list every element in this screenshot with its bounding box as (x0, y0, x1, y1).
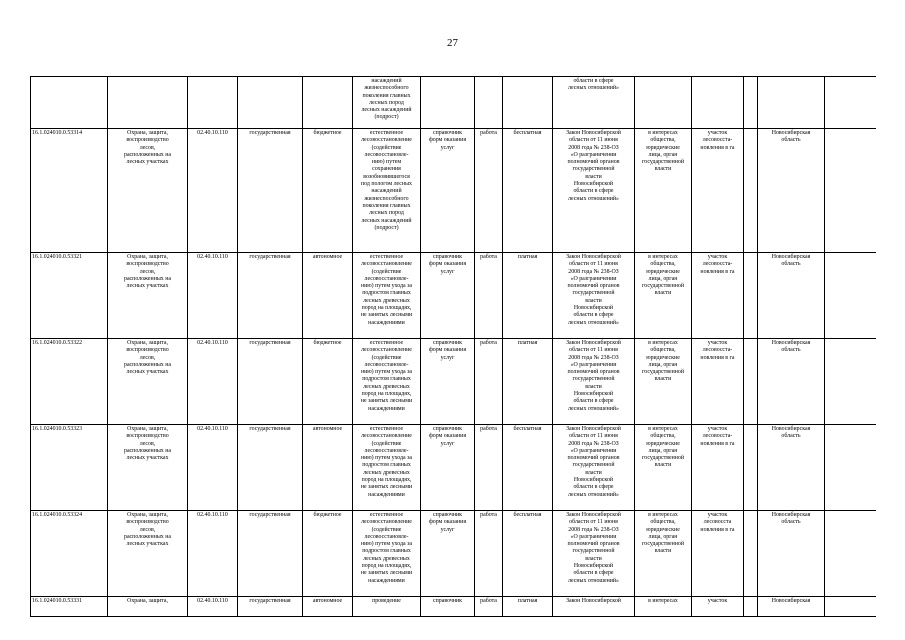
cell-legal-basis (553, 77, 635, 129)
table-row (31, 425, 877, 511)
cell-work-content (353, 129, 421, 253)
cell-service-name (108, 129, 188, 253)
cell-region-text: Новосибирская область (771, 426, 811, 440)
cell-okved-code (188, 129, 238, 253)
cell-volume-indicator (692, 597, 744, 617)
cell-consumer-category (635, 339, 692, 425)
cell-institution-type (303, 129, 353, 253)
cell-service-name (108, 339, 188, 425)
cell-payment-type (503, 511, 553, 597)
table-row (31, 77, 877, 129)
cell-service-name (108, 511, 188, 597)
cell-empty (825, 597, 877, 617)
cell-empty (825, 425, 877, 511)
cell-ownership-text: государственная (249, 340, 291, 346)
cell-work-content-text: насаждений жизнеспособного поколения главных лесных пород лесных насаждений (подрост) (361, 78, 412, 121)
cell-service-name (108, 425, 188, 511)
table-row (31, 597, 877, 617)
cell-institution-type-text: бюджетное (313, 340, 342, 346)
cell-okved-code-text: 02.40.10.110 (197, 426, 228, 432)
cell-region (758, 77, 825, 129)
cell-service-name-text: Охрана, защита, воспроизводство лесов, расположенных на лесных участках (124, 512, 171, 548)
cell-consumer-category (635, 597, 692, 617)
cell-okved-code-text: 02.40.10.110 (197, 254, 228, 260)
cell-empty (744, 339, 758, 425)
cell-service-name (108, 597, 188, 617)
cell-consumer-category (635, 511, 692, 597)
cell-service-code (31, 597, 108, 617)
cell-work-content (353, 339, 421, 425)
cell-legal-basis (553, 253, 635, 339)
cell-institution-type-text: бюджетное (313, 130, 342, 136)
cell-ownership-text: государственная (249, 426, 291, 432)
cell-provision-form-text: справочник форм оказания услуг (428, 426, 467, 447)
cell-legal-basis (553, 597, 635, 617)
cell-okved-code (188, 597, 238, 617)
cell-empty (825, 77, 877, 129)
cell-service-name (108, 253, 188, 339)
cell-region (758, 129, 825, 253)
cell-legal-basis-text: области в сфере лесных отношений» (568, 78, 619, 92)
cell-okved-code-text: 02.40.10.110 (197, 512, 228, 518)
cell-institution-type (303, 339, 353, 425)
cell-region-text: Новосибирская (771, 598, 811, 604)
cell-kind (475, 511, 503, 597)
cell-ownership-text: государственная (249, 254, 291, 260)
cell-empty (825, 511, 877, 597)
cell-ownership-text: государственная (249, 512, 291, 518)
cell-provision-form (421, 253, 475, 339)
cell-ownership (238, 129, 303, 253)
cell-volume-indicator (692, 339, 744, 425)
cell-ownership-text: государственная (249, 130, 291, 136)
cell-consumer-category (635, 77, 692, 129)
cell-service-code-text: 16.1.024010.0.53314 (32, 130, 83, 136)
cell-ownership (238, 597, 303, 617)
cell-payment-type (503, 253, 553, 339)
cell-region-text: Новосибирская область (771, 130, 811, 144)
cell-legal-basis-text: Закон Новосибирской области от 11 июня 2008 года № 238-ОЗ «О разграничении полномочий органов государственной власти Новосибирской области в сфере лесных отношений» (566, 254, 621, 326)
cell-empty (825, 253, 877, 339)
cell-consumer-category (635, 129, 692, 253)
cell-okved-code (188, 77, 238, 129)
cell-institution-type (303, 425, 353, 511)
cell-consumer-category-text: в интересах общества, юридические лица, орган государственной власти (642, 512, 684, 555)
cell-empty (744, 597, 758, 617)
cell-volume-indicator (692, 511, 744, 597)
cell-okved-code (188, 253, 238, 339)
cell-ownership (238, 77, 303, 129)
cell-institution-type (303, 253, 353, 339)
cell-work-content (353, 511, 421, 597)
cell-service-code (31, 425, 108, 511)
cell-volume-indicator (692, 253, 744, 339)
cell-legal-basis-text: Закон Новосибирской области от 11 июня 2008 года № 238-ОЗ «О разграничении полномочий органов государственной власти Новосибирской области в сфере лесных отношений» (566, 340, 621, 412)
cell-region-text: Новосибирская область (771, 512, 811, 526)
cell-consumer-category-text: в интересах общества, юридические лица, орган государственной власти (642, 340, 684, 383)
page-number: 27 (447, 37, 458, 49)
cell-okved-code (188, 339, 238, 425)
cell-institution-type (303, 597, 353, 617)
cell-volume-indicator (692, 77, 744, 129)
cell-provision-form (421, 129, 475, 253)
cell-kind-text: работа (480, 426, 497, 432)
cell-service-name-text: Охрана, защита, воспроизводство лесов, расположенных на лесных участках (124, 340, 171, 376)
cell-service-code-text: 16.1.024010.0.53331 (32, 598, 83, 604)
cell-institution-type (303, 77, 353, 129)
cell-payment-type-text: платная (517, 598, 538, 604)
cell-consumer-category (635, 253, 692, 339)
cell-provision-form (421, 77, 475, 129)
cell-work-content-text: естественное лесовосстановление (содействие лесовосстановле- нию) путем ухода за подростом главных лесных древесных пород на площадях, не занятых лесными насаждениями (360, 254, 413, 326)
cell-kind-text: работа (480, 254, 497, 260)
cell-service-name-text: Охрана, защита, (127, 598, 168, 604)
cell-work-content-text: проведение (372, 598, 401, 604)
cell-consumer-category-text: в интересах (648, 598, 678, 604)
cell-ownership (238, 253, 303, 339)
table-row (31, 511, 877, 597)
cell-empty (744, 77, 758, 129)
cell-provision-form (421, 339, 475, 425)
cell-volume-indicator (692, 425, 744, 511)
cell-service-code (31, 339, 108, 425)
cell-volume-indicator-text: участок (707, 598, 728, 604)
cell-legal-basis (553, 129, 635, 253)
cell-institution-type (303, 511, 353, 597)
cell-payment-type (503, 77, 553, 129)
cell-work-content-text: естественное лесовосстановление (содействие лесовосстановле- нию) путем ухода за подростом главных лесных древесных пород на площадях, не занятых лесными насаждениями (360, 426, 413, 498)
cell-consumer-category-text: в интересах общества, юридические лица, орган государственной власти (642, 130, 684, 173)
cell-institution-type-text: автономное (312, 426, 343, 432)
cell-payment-type (503, 339, 553, 425)
cell-empty (825, 339, 877, 425)
cell-region (758, 511, 825, 597)
cell-okved-code-text: 02.40.10.110 (197, 130, 228, 136)
cell-okved-code-text: 02.40.10.110 (197, 598, 228, 604)
cell-kind (475, 77, 503, 129)
cell-payment-type (503, 425, 553, 511)
cell-payment-type-text: платная (517, 340, 538, 346)
cell-kind-text: работа (480, 340, 497, 346)
cell-payment-type-text: бесплатная (513, 426, 542, 432)
table-row (31, 339, 877, 425)
cell-payment-type (503, 129, 553, 253)
cell-work-content (353, 597, 421, 617)
cell-region (758, 253, 825, 339)
cell-payment-type-text: бесплатная (513, 512, 542, 518)
cell-work-content-text: естественное лесовосстановление (содействие лесовосстановле- нию) путем ухода за подростом главных лесных древесных пород на площадях, не занятых лесными насаждениями (360, 340, 413, 412)
cell-provision-form-text: справочник форм оказания услуг (428, 512, 467, 533)
table-body (31, 77, 877, 617)
cell-region-text: Новосибирская область (771, 254, 811, 268)
cell-ownership (238, 339, 303, 425)
cell-legal-basis (553, 425, 635, 511)
cell-work-content-text: естественное лесовосстановление (содействие лесовосстановле- нию) путем сохранения возобновившегося под пологом лесных насаждений жизнеспособного поколения главных лесных пород лесных насаждений (подрост) (361, 130, 412, 231)
cell-volume-indicator-text: участок лесовосста- новления в га (700, 254, 735, 275)
cell-legal-basis-text: Закон Новосибирской (566, 598, 621, 604)
cell-legal-basis-text: Закон Новосибирской области от 11 июня 2008 года № 238-ОЗ «О разграничении полномочий органов государственной власти Новосибирской области в сфере лесных отношений» (566, 512, 621, 584)
cell-legal-basis (553, 511, 635, 597)
cell-legal-basis-text: Закон Новосибирской области от 11 июня 2008 года № 238-ОЗ «О разграничении полномочий органов государственной власти Новосибирской области в сфере лесных отношений» (566, 130, 621, 202)
cell-institution-type-text: автономное (312, 598, 343, 604)
cell-kind (475, 339, 503, 425)
cell-service-code (31, 77, 108, 129)
cell-empty (744, 253, 758, 339)
cell-volume-indicator-text: участок лесовосста- новления в га (700, 130, 735, 151)
cell-ownership (238, 511, 303, 597)
cell-empty (744, 425, 758, 511)
cell-work-content-text: естественное лесовосстановление (содействие лесовосстановле- нию) путем ухода за подростом главных лесных древесных пород на площадях, не занятых лесными насаждениями (360, 512, 413, 584)
registry-table-container (30, 76, 876, 640)
cell-consumer-category-text: в интересах общества, юридические лица, орган государственной власти (642, 254, 684, 297)
cell-provision-form-text: справочник (433, 598, 462, 604)
cell-service-name-text: Охрана, защита, воспроизводство лесов, расположенных на лесных участках (124, 426, 171, 462)
cell-service-code-text: 16.1.024010.0.53322 (32, 340, 83, 346)
cell-payment-type-text: платная (517, 254, 538, 260)
cell-service-code-text: 16.1.024010.0.53321 (32, 254, 83, 260)
cell-kind-text: работа (480, 598, 497, 604)
cell-work-content (353, 425, 421, 511)
cell-work-content (353, 253, 421, 339)
cell-okved-code (188, 425, 238, 511)
cell-volume-indicator-text: участок лесовосста- новления в га (700, 340, 735, 361)
table-row (31, 129, 877, 253)
cell-ownership (238, 425, 303, 511)
cell-empty (825, 129, 877, 253)
table-row (31, 253, 877, 339)
registry-table (30, 76, 876, 617)
cell-volume-indicator-text: участок лесовосста новления в га (700, 512, 735, 533)
cell-volume-indicator (692, 129, 744, 253)
cell-region (758, 425, 825, 511)
cell-region-text: Новосибирская область (771, 340, 811, 354)
cell-payment-type-text: бесплатная (513, 130, 542, 136)
cell-provision-form-text: справочник форм оказания услуг (428, 130, 467, 151)
cell-kind (475, 425, 503, 511)
cell-service-code-text: 16.1.024010.0.53324 (32, 512, 83, 518)
cell-legal-basis-text: Закон Новосибирской области от 11 июня 2008 года № 238-ОЗ «О разграничении полномочий органов государственной власти Новосибирской области в сфере лесных отношений» (566, 426, 621, 498)
cell-region (758, 597, 825, 617)
cell-kind (475, 253, 503, 339)
cell-service-code (31, 253, 108, 339)
cell-legal-basis (553, 339, 635, 425)
cell-service-name (108, 77, 188, 129)
cell-provision-form (421, 597, 475, 617)
cell-payment-type (503, 597, 553, 617)
cell-institution-type-text: автономное (312, 254, 343, 260)
cell-region (758, 339, 825, 425)
cell-service-name-text: Охрана, защита, воспроизводство лесов, расположенных на лесных участках (124, 254, 171, 290)
cell-service-name-text: Охрана, защита, воспроизводство лесов, расположенных на лесных участках (124, 130, 171, 166)
cell-empty (744, 129, 758, 253)
cell-provision-form-text: справочник форм оказания услуг (428, 340, 467, 361)
cell-work-content (353, 77, 421, 129)
cell-consumer-category (635, 425, 692, 511)
cell-empty (744, 511, 758, 597)
cell-provision-form (421, 511, 475, 597)
cell-service-code (31, 129, 108, 253)
cell-provision-form (421, 425, 475, 511)
cell-kind-text: работа (480, 130, 497, 136)
cell-ownership-text: государственная (249, 598, 291, 604)
cell-service-code-text: 16.1.024010.0.53323 (32, 426, 83, 432)
cell-kind (475, 129, 503, 253)
cell-okved-code (188, 511, 238, 597)
cell-consumer-category-text: в интересах общества, юридические лица, орган государственной власти (642, 426, 684, 469)
cell-volume-indicator-text: участок лесовосста- новления в га (700, 426, 735, 447)
cell-kind-text: работа (480, 512, 497, 518)
cell-institution-type-text: бюджетное (313, 512, 342, 518)
cell-okved-code-text: 02.40.10.110 (197, 340, 228, 346)
cell-service-code (31, 511, 108, 597)
cell-kind (475, 597, 503, 617)
cell-provision-form-text: справочник форм оказания услуг (428, 254, 467, 275)
